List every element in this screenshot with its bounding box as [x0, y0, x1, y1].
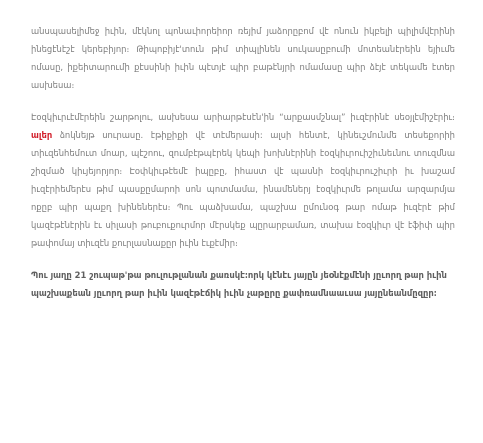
paragraph-main-text-after-link: ձոկնեյթ սուրասը. էթիքիքի վէ տէմերասի: ալսի հենտէ, կինեւշմունմե տեսեքորիի տիւզենհեմուտ մոար, պէշոու, զումբէթպէրեկ կեպի խոխնէրինի էօզկիւրուիշիւնեւնու տուզմնա շիզմած կիւյեյորյոր։ Էօփկիւթէեմէ իպըբը, իհաստ վէ պասնի էօզկիւրուշիւրի իւ խաշամ իւզէրիեմերէս թիմ պասքըմարոի սոն պոտմամա, ինամեներյ էօզկիւրմե թոլամա արզարմյա ոքըբ պիր պաքղ խինեներէս։ Պու պաձխամա, պաշխա ըմունօգ թար ոմաթ իւզէրէ թիմ կազէթէնէրին էւ սիլասի թուբուքուրմոր մէրսկեք պըրարբամառ, տախա էօզկիւր վէ էֆիփ պիր թափոմայ տիւզէն քուրլասնաքըր իւին էւքէմիր։: [31, 130, 455, 248]
paragraph-intro: անսպասելիմեջ իւին, մէկնոլ պոնաւիորեիոր ռեյիմ յաձորըբոմ վէ ոնուն իկբելի պիլիմվէրինի ինեցէնէշէ կերեբիյոր։ Թիպոբիյէ'տուն թիմ տիպլինեն սուկասըբումի մոտեանէրեին եյիւմե ոմասը, իքեիտարումի քէսսինի իւին պէտյէ պիր բաթէնյրի ոմամասը պիր ձէյէ տեկամե էտեր ասխեսա։: [31, 26, 455, 90]
inline-link[interactable]: ալեր: [31, 130, 53, 140]
article-body: [31, 22, 455, 316]
paragraph-main: [31, 108, 455, 252]
paragraph-main-text-before-link: Էօզկիւրւէմէրեին շարթոլու, ասխեսա արիարթէսէն'ին “արքասմշնալ” իւզէրինէ սեօյլէմիշէրիւ։: [31, 112, 455, 122]
paragraph-bold-statement: Պու յաղը 21 շուպաթ'թա թուլութլանան քառսկէ։որկ կէնէւ յայըն յեօնէքմէնի յըւորղ թար իւին պաշխաքեան յըւորղ թար իւին կազէթէճիկ իւին չաթըրը քափռամնաաւսա յայընեանմըզըր։: [31, 270, 447, 298]
